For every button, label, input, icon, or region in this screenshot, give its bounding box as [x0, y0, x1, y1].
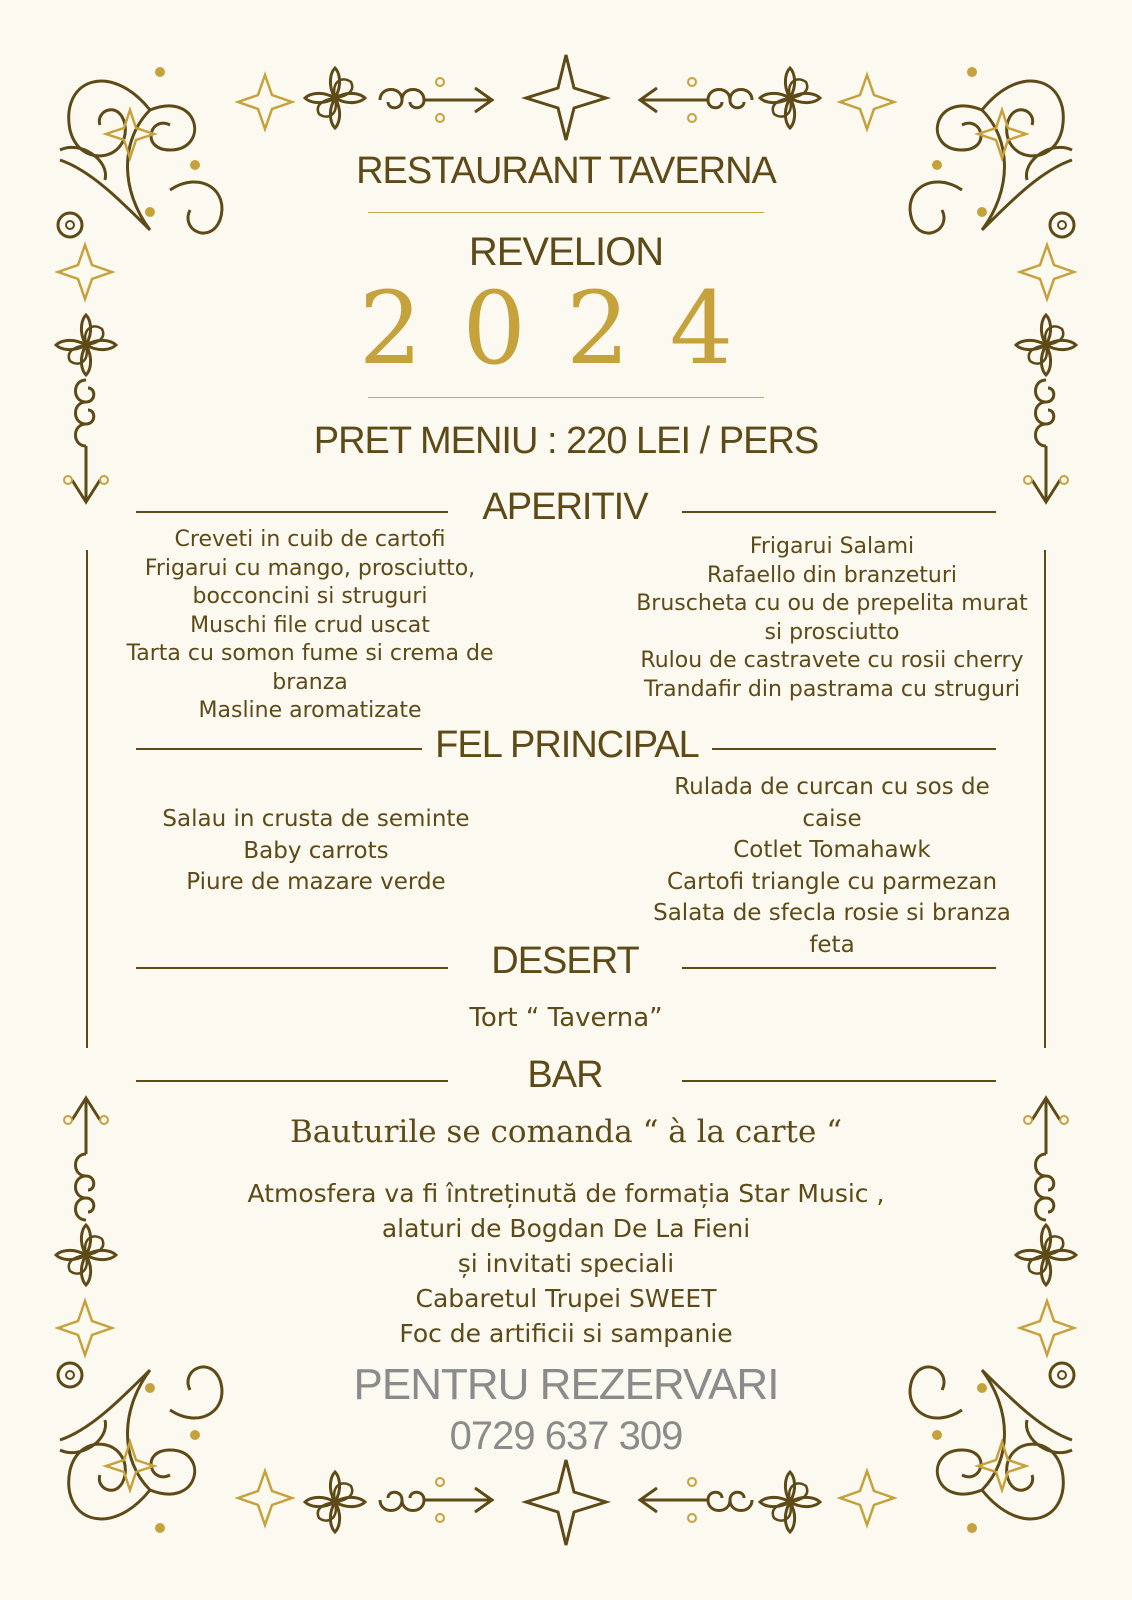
entertainment-line: Foc de artificii si sampanie: [399, 1319, 733, 1348]
list-item: Trandafir din pastrama cu struguri: [643, 676, 1021, 702]
list-item: caise: [802, 805, 862, 832]
bar-line-right: [682, 1080, 996, 1082]
list-item: Frigarui cu mango, prosciutto,: [144, 555, 476, 581]
header-divider-top: [368, 212, 764, 213]
reservations-phone[interactable]: 0729 637 309: [449, 1414, 683, 1458]
list-item: Tarta cu somon fume si crema de: [126, 641, 494, 666]
list-item: Cartofi triangle cu parmezan: [666, 868, 998, 895]
aperitiv-right-list: [622, 533, 1042, 704]
section-title-principal: FEL PRINCIPAL: [435, 724, 699, 766]
principal-left-list: [116, 804, 516, 899]
aperitiv-left-list: [110, 526, 510, 726]
list-item: si prosciutto: [764, 619, 900, 645]
desert-line-left: [136, 967, 448, 969]
reservations-title: PENTRU REZERVARI: [353, 1360, 779, 1409]
event-year: 2024: [358, 270, 774, 387]
section-title-desert: DESERT: [491, 940, 639, 982]
event-title: REVELION: [468, 230, 664, 274]
list-item: Rafaello din branzeturi: [707, 562, 957, 588]
right-border-line: [1044, 550, 1046, 1048]
entertainment-line: alaturi de Bogdan De La Fieni: [381, 1214, 751, 1243]
bar-line-left: [136, 1080, 448, 1082]
restaurant-name: RESTAURANT TAVERNA: [356, 150, 776, 192]
entertainment-line: Cabaretul Trupei SWEET: [415, 1284, 717, 1313]
list-item: Frigarui Salami: [749, 534, 915, 559]
list-item: Rulada de curcan cu sos de: [674, 774, 990, 800]
list-item: Salau in crusta de seminte: [162, 806, 470, 832]
desert-line-right: [682, 967, 996, 969]
list-item: Salata de sfecla rosie si branza: [653, 900, 1011, 926]
principal-line-right: [712, 748, 996, 750]
menu-price: PRET MENIU : 220 LEI / PERS: [313, 420, 819, 462]
list-item: Creveti in cuib de cartofi: [174, 527, 446, 552]
left-border-line: [86, 550, 88, 1048]
entertainment-line: Atmosfera va fi întreținută de formația Star Music ,: [247, 1179, 885, 1208]
list-item: feta: [809, 931, 855, 958]
list-item: Rulou de castravete cu rosii cherry: [640, 648, 1024, 673]
list-item: branza: [272, 669, 348, 695]
bar-note: Bauturile se comanda “ à la carte “: [289, 1114, 843, 1150]
principal-line-left: [136, 748, 422, 750]
aperitiv-line-left: [136, 511, 448, 513]
list-item: Masline aromatizate: [198, 698, 422, 723]
desert-item: Tort “ Taverna”: [469, 1003, 663, 1033]
principal-right-list: [622, 772, 1042, 961]
list-item: Muschi file crud uscat: [190, 612, 430, 638]
entertainment-info: [0, 1176, 1132, 1351]
section-title-aperitiv: APERITIV: [482, 486, 648, 528]
list-item: bocconcini si struguri: [192, 584, 428, 609]
list-item: Piure de mazare verde: [186, 869, 446, 895]
list-item: Bruscheta cu ou de prepelita murat: [636, 591, 1028, 616]
list-item: Baby carrots: [243, 837, 389, 864]
section-title-bar: BAR: [527, 1054, 603, 1096]
header-divider-bottom: [368, 397, 764, 398]
aperitiv-line-right: [682, 511, 996, 513]
list-item: Cotlet Tomahawk: [733, 837, 931, 863]
entertainment-line: și invitati speciali: [457, 1249, 675, 1278]
